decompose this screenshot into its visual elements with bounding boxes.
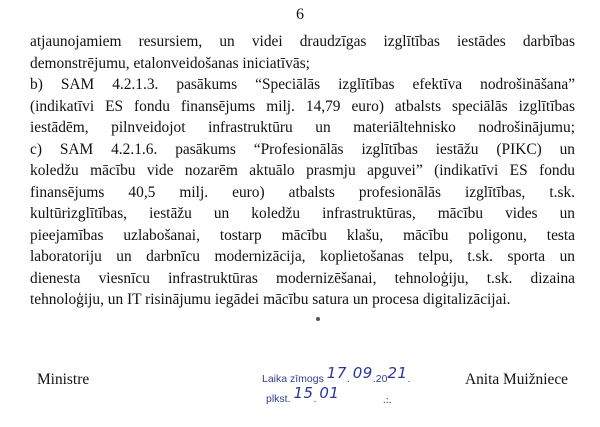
stamp-label-time: plkst. (266, 393, 291, 405)
stamp-separator: . (346, 373, 350, 385)
body-line: dienesta viesnīcu infrastruktūras modernizēšanai, tehnoloģiju, t.sk. dizaina (30, 269, 575, 287)
stray-mark (316, 317, 320, 321)
body-line: kultūrizglītības, iestāžu un koledžu infrastruktūras, mācību vides un (30, 205, 575, 222)
body-line: demonstrējumu, etalonveidošanas iniciatīvās; (30, 54, 310, 72)
document-body (30, 31, 575, 311)
stamp-time-row (266, 384, 340, 406)
stamp-separator: . (407, 373, 411, 385)
stamp-hour: 15 (293, 384, 314, 402)
page-number: 6 (296, 6, 304, 23)
body-line: (indikatīvi ES fondu finansējums milj. 14,79 euro) atbalsts speciālās izglītības (30, 97, 575, 115)
stamp-year-prefix: 20 (375, 373, 388, 385)
time-stamp (262, 366, 422, 414)
body-line: c) SAM 4.2.1.6. pasākums “Profesionālās izglītības iestāžu (PIKC) un (30, 140, 575, 158)
stamp-month: 09 (352, 364, 373, 382)
stamp-scribble: .:. (383, 394, 392, 406)
body-line: b) SAM 4.2.1.3. pasākums “Speciālās izglītības efektīva nodrošināšana” (30, 76, 575, 93)
body-line: koledžu mācību vide nozarēm aktuālo prasmju apguvei” (indikatīvi ES fondu (30, 162, 575, 179)
body-line: laboratoriju un darbnīcu modernizācija, koplietošanas telpu, t.sk. sporta un (30, 248, 575, 265)
stamp-separator: . (313, 393, 317, 405)
signature-title: Ministre (37, 371, 90, 388)
stamp-year: 21 (387, 364, 408, 382)
body-line: iestādēm, pilnveidojot infrastruktūru un materiāltehnisko nodrošinājumu; (30, 119, 575, 136)
body-line: finansējums 40,5 milj. euro) atbalsts profesionālās izglītības, t.sk. (30, 183, 575, 201)
stamp-label-received: Laika zīmogs (262, 373, 324, 385)
body-line: pieejamības uzlabošanai, tostarp mācību klašu, mācību poligonu, testa (30, 226, 575, 244)
body-line: atjaunojamiem resursiem, un videi draudzīgas izglītības iestādes darbības (30, 33, 575, 50)
signature-name: Anita Muižniece (465, 371, 568, 388)
stamp-day: 17 (326, 364, 347, 382)
body-line: tehnoloģiju, un IT risinājumu iegādei mācību satura un procesa digitalizācijai. (30, 291, 511, 308)
stamp-minute: 01 (319, 384, 340, 402)
stamp-separator: . (372, 373, 376, 385)
